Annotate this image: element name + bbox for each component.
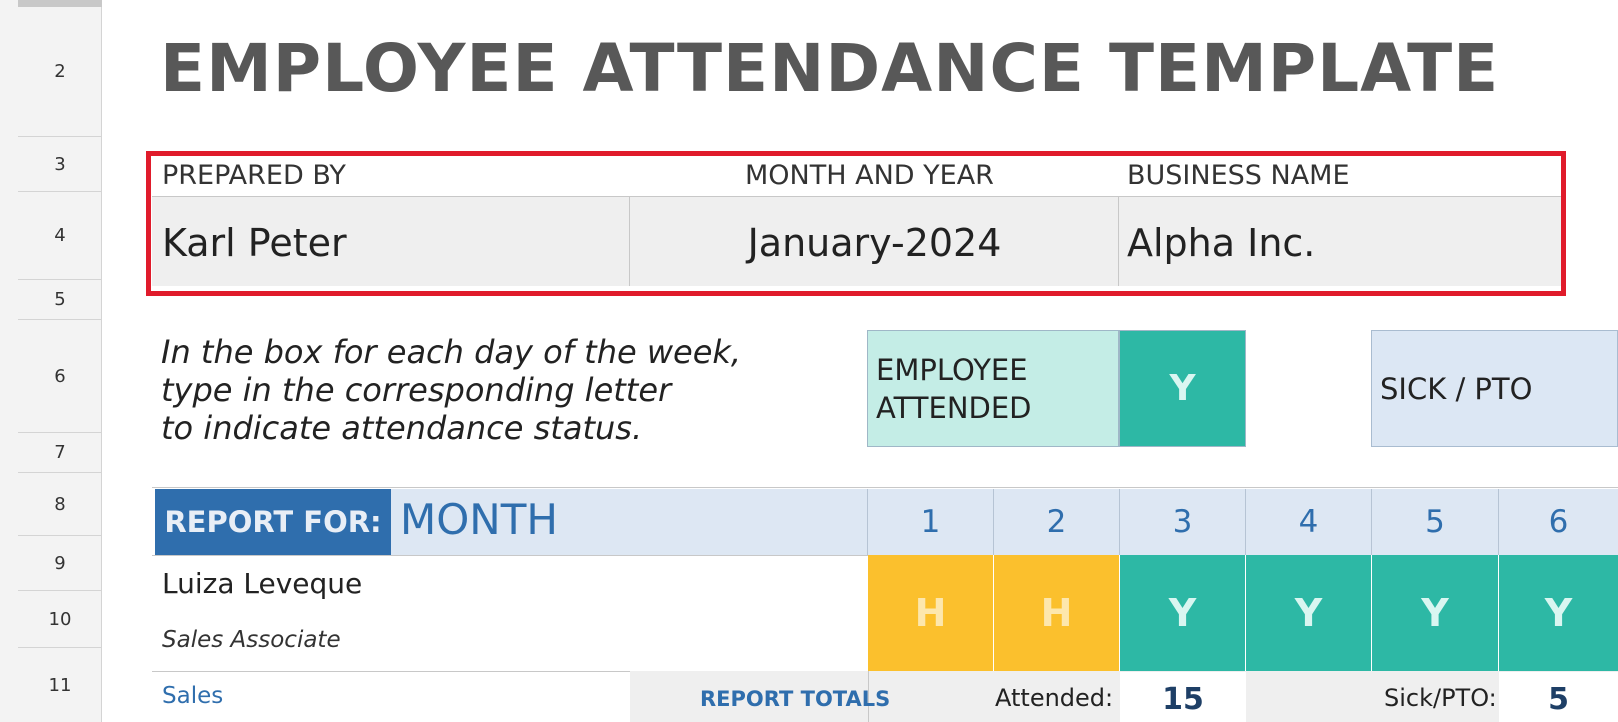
attendance-day-3[interactable]: Y [1120,555,1246,671]
day-header-1[interactable]: 1 [868,489,994,555]
month-year-label: MONTH AND YEAR [745,160,994,191]
sick-total-value[interactable]: 5 [1548,682,1569,717]
row-header-4[interactable]: 4 [18,192,102,280]
attendance-day-5[interactable]: Y [1372,555,1499,671]
legend-attended-label[interactable] [867,330,1119,447]
legend-attended-line-1: EMPLOYEE [876,352,1028,387]
instructions-text [161,333,741,447]
highlight-box [146,151,1566,296]
page-title[interactable]: EMPLOYEE ATTENDANCE TEMPLATE [160,30,1500,107]
row-header-column [0,0,102,722]
prepared-by-label: PREPARED BY [162,160,346,191]
employee-row-border [152,555,868,556]
row-header-6[interactable]: 6 [18,320,102,433]
row-header-8[interactable]: 8 [18,473,102,536]
prepared-by-value[interactable]: Karl Peter [162,221,347,265]
attended-total-label: Attended: [995,684,1114,712]
day-header-3[interactable]: 3 [1120,489,1246,555]
attendance-day-4[interactable]: Y [1246,555,1372,671]
attendance-day-1[interactable]: H [868,555,994,671]
report-period-value[interactable]: MONTH [400,495,558,544]
attendance-day-6[interactable]: Y [1499,555,1618,671]
row-header-5[interactable]: 5 [18,280,102,320]
legend-attended-line-2: ATTENDED [876,390,1032,425]
attendance-day-2[interactable]: H [994,555,1120,671]
month-year-value[interactable]: January-2024 [747,221,1002,265]
instructions-line-3: to indicate attendance status. [161,409,643,447]
row-header-top [18,0,102,7]
row-header-11[interactable]: 11 [48,674,72,696]
report-top-border [152,487,1618,488]
report-for-label: REPORT FOR: [155,489,391,555]
row-header-2[interactable]: 2 [18,7,102,137]
report-totals-label: REPORT TOTALS [700,687,891,711]
business-name-value[interactable]: Alpha Inc. [1127,221,1316,265]
employee-department[interactable]: Sales [162,683,224,709]
day-header-4[interactable]: 4 [1246,489,1372,555]
employee-role[interactable]: Sales Associate [162,627,341,653]
instructions-line-1: In the box for each day of the week, [161,333,742,371]
legend-sick-label[interactable]: SICK / PTO [1371,330,1618,447]
attended-total-value[interactable]: 15 [1162,682,1204,717]
row-header-9[interactable]: 9 [18,536,102,591]
row-header-10[interactable]: 10 [18,591,102,648]
legend-attended-code[interactable]: Y [1119,330,1246,447]
day-header-6[interactable]: 6 [1499,489,1618,555]
instructions-line-2: type in the corresponding letter [161,371,672,409]
employee-name[interactable]: Luiza Leveque [162,567,363,600]
row-header-3[interactable]: 3 [18,137,102,192]
sick-total-label: Sick/PTO: [1384,684,1497,712]
day-header-5[interactable]: 5 [1372,489,1499,555]
row-header-7[interactable]: 7 [18,433,102,473]
business-name-label: BUSINESS NAME [1127,160,1350,191]
day-header-2[interactable]: 2 [994,489,1120,555]
